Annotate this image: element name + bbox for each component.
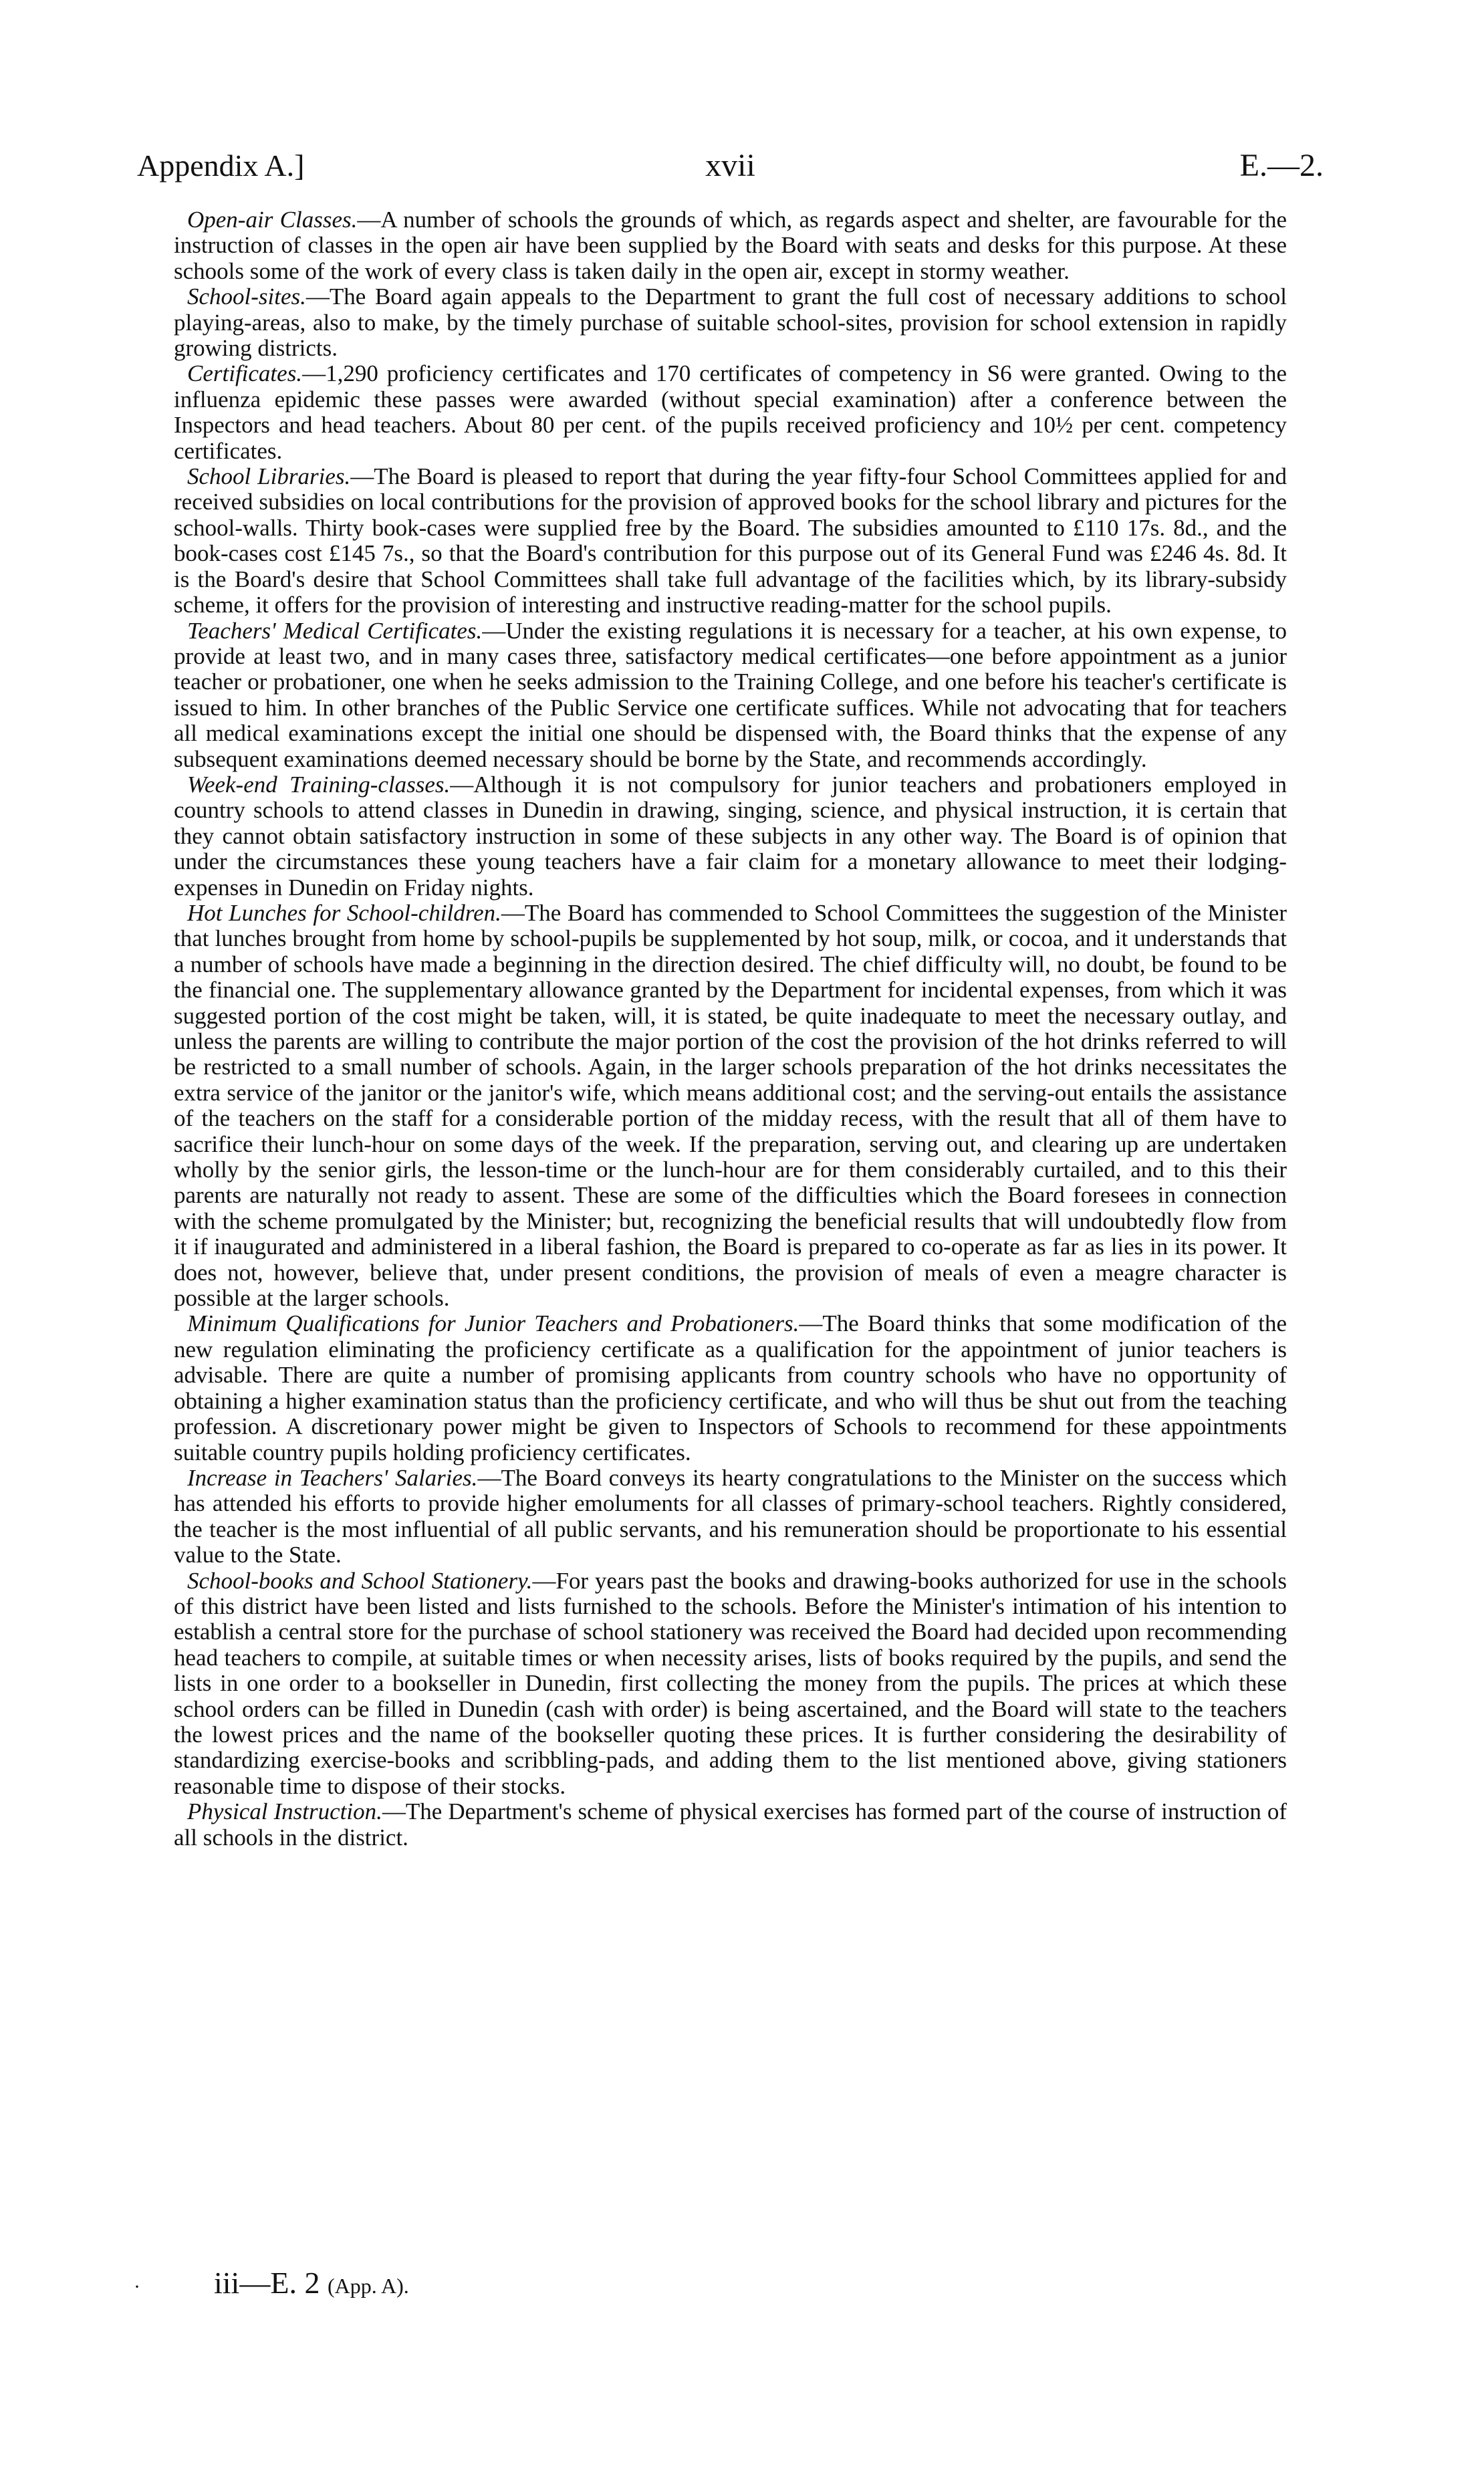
paragraph-text: —The Board is pleased to report that during the year fifty-four School Committees applied for and received subsidies on local contributions for the provision of approved books for the school library and pictures for the school-walls. Thirty book-cases were supplied free by the Board. The subsidies amounted to £110 17s. 8d., and the book-cases cost £145 7s., so that the Board's contribution for this purpose out of its General Fund was £246 4s. 8d. It is the Board's desire that School Committees shall take full advantage of the facilities which, by its library-subsidy scheme, it offers for the provision of interesting and instructive reading-matter for the school pupils. — [174, 463, 1287, 618]
paragraph-title: School-books and School Stationery. — [187, 1567, 533, 1594]
paragraph-increase-in-salaries — [174, 1465, 1287, 1568]
paragraph-title: Minimum Qualifications for Junior Teachers and Probationers. — [187, 1310, 799, 1337]
document-code: E.—2. — [1239, 148, 1324, 183]
paragraph-title: Open-air Classes. — [187, 207, 358, 233]
paragraph-school-libraries — [174, 464, 1287, 618]
signature-mark: iii—E. 2 — [214, 2266, 320, 2300]
paragraph-text: —The Board conveys its hearty congratulations to the Minister on the success which has attended his efforts to provide higher emoluments for all classes of primary-school teachers. Rightly considered, the teacher is the most influential of all public servants, and his remuneration should be proportionate to his essential value to the State. — [174, 1464, 1287, 1568]
paragraph-title: School-sites. — [187, 283, 306, 310]
paragraph-open-air-classes — [174, 207, 1287, 284]
paragraph-text: —Under the existing regulations it is necessary for a teacher, at his own expense, to provide at least two, and in many cases three, satisfactory medical certificates—one before appointment as a junior teacher or probationer, one when he seeks admission to the Training College, and one before his teacher's certificate is issued to him. In other branches of the Public Service one certificate suffices. While not advocating that for teachers all medical examinations except the initial one should be dispensed with, the Board thinks that the expense of any subsequent examinations deemed necessary should be borne by the State, and recommends accordingly. — [174, 617, 1287, 772]
paragraph-text: —The Department's scheme of physical exercises has formed part of the course of instruction of all schools in the district. — [174, 1798, 1287, 1851]
paragraph-text: —The Board has commended to School Committees the suggestion of the Minister that lunches brought from home by school-pupils be supplemented by hot soup, milk, or cocoa, and it understands that a number of schools have made a beginning in the direction desired. The chief difficulty will, no doubt, be found to be the financial one. The supplementary allowance granted by the Department for incidental expenses, from which it was suggested portion of the cost might be taken, will, it is stated, be quite inadequate to meet the necessary outlay, and unless the parents are willing to contribute the major portion of the cost the provision of the hot drinks referred to will be restricted to a small number of schools. Again, in the larger schools preparation of the hot drinks necessitates the extra service of the janitor or the janitor's wife, which means additional cost; and the serving-out entails the assistance of the teachers on the staff for a considerable portion of the midday recess, with the result that all of them have to sacrifice their lunch-hour on some days of the week. If the preparation, serving out, and clearing up are undertaken wholly by the senior girls, the lesson-time or the lunch-hour are for them considerably curtailed, and to this their parents are naturally not ready to assent. These are some of the difficulties which the Board foresees in connection with the scheme promulgated by the Minister; but, recognizing the beneficial results that will undoubtedly flow from it if inaugurated and administered in a liberal fashion, the Board is prepared to co-operate as far as lies in its power. It does not, however, believe that, under present conditions, the provision of meals of even a meagre character is possible at the larger schools. — [174, 899, 1287, 1312]
page-number: xvii — [705, 148, 755, 183]
paragraph-title: Teachers' Medical Certificates. — [187, 617, 483, 644]
paragraph-text: —For years past the books and drawing-books authorized for use in the schools of this district have been listed and lists furnished to the schools. Before the Minister's intimation of his intention to establish a central store for the purchase of school stationery was received the Board had decided upon recommending head teachers to compile, at suitable times or when necessity arises, lists of books required by the pupils, and send the lists in one order to a bookseller in Dunedin, first collecting the money from the pupils. The prices at which these school orders can be filled in Dunedin (cash with order) is being ascertained, and the Board will state to the teachers the lowest prices and the name of the bookseller quoting these prices. It is further considering the desirability of standardizing exercise-books and scribbling-pads, and adding them to the list mentioned above, giving stationers reasonable time to dispose of their stocks. — [174, 1567, 1287, 1799]
paragraph-title: Week-end Training-classes. — [187, 771, 451, 798]
paragraph-title: Certificates. — [187, 360, 303, 387]
paragraph-certificates — [174, 361, 1287, 464]
paragraph-title: Physical Instruction. — [187, 1798, 382, 1825]
paragraph-title: School Libraries. — [187, 463, 351, 490]
appendix-label: Appendix A.] — [137, 148, 305, 183]
paragraph-physical-instruction — [174, 1799, 1287, 1851]
paragraph-week-end-training-classes — [174, 772, 1287, 901]
paragraph-school-sites — [174, 284, 1287, 361]
paragraph-minimum-qualifications — [174, 1311, 1287, 1465]
paragraph-title: Hot Lunches for School-children. — [187, 899, 501, 926]
paragraph-text: —1,290 proficiency certificates and 170 certificates of competency in S6 were granted. Owing to the influenza epidemic these passes were awarded (without special examination) after a conference between the Inspectors and head teachers. About 80 per cent. of the pupils received proficiency and 10½ per cent. competency certificates. — [174, 360, 1287, 464]
paragraph-text: —The Board thinks that some modification of the new regulation eliminating the proficiency certificate as a qualification for the appointment of junior teachers is advisable. There are quite a number of promising applicants from country schools who have no opportunity of obtaining a higher examination status than the proficiency certificate, and who will thus be shut out from the teaching profession. A discretionary power might be given to Inspectors of Schools to recommend for these appointments suitable country pupils holding proficiency certificates. — [174, 1310, 1287, 1465]
page-header — [137, 146, 1324, 186]
paragraph-hot-lunches — [174, 901, 1287, 1312]
paragraph-title: Increase in Teachers' Salaries. — [187, 1464, 478, 1491]
appendix-reference: (App. A). — [327, 2274, 409, 2298]
paragraph-text: —Although it is not compulsory for junior teachers and probationers employed in country schools to attend classes in Dunedin in drawing, singing, science, and physical instruction, it is certain that they cannot obtain satisfactory instruction in some of these subjects in any other way. The Board is of opinion that under the circumstances these young teachers have a fair claim for a monetary allowance to meet their lodging-expenses in Dunedin on Friday nights. — [174, 771, 1287, 901]
paragraph-school-books-stationery — [174, 1568, 1287, 1800]
footer-mark: · — [134, 2276, 140, 2298]
paragraph-text: —The Board again appeals to the Department to grant the full cost of necessary additions to school playing-areas, also to make, by the timely purchase of suitable school-sites, provision for school extension in rapidly growing districts. — [174, 283, 1287, 362]
page-footer — [134, 2263, 409, 2307]
paragraph-teachers-medical-certificates — [174, 618, 1287, 772]
body-text — [174, 207, 1287, 1851]
paragraph-text: —A number of schools the grounds of which, as regards aspect and shelter, are favourable for the instruction of classes in the open air have been supplied by the Board with seats and desks for this purpose. At these schools some of the work of every class is taken daily in the open air, except in stormy weather. — [174, 207, 1287, 284]
